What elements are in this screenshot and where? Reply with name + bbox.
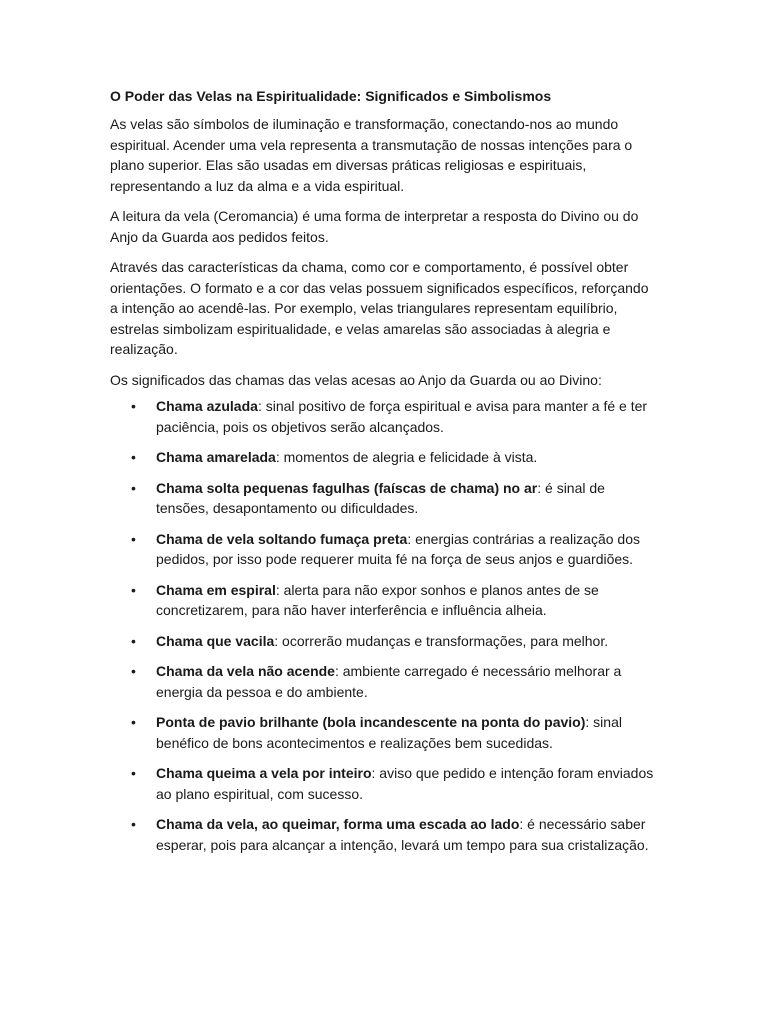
paragraph-intro: As velas são símbolos de iluminação e transformação, conectando-nos ao mundo espiritual. Acender uma vela representa a transmutação de nossas intenções para o plano superior. Elas são usadas em diversas práticas religiosas e espirituais, representando a luz da alma e a vida espiritual. bbox=[110, 116, 633, 194]
list-item-text: : ocorrerão mudanças e transformações, para melhor. bbox=[274, 632, 609, 649]
bullet-icon: • bbox=[131, 581, 136, 598]
list-item-term: Chama solta pequenas fagulhas (faíscas de chama) no ar bbox=[156, 479, 538, 496]
list-item bbox=[110, 529, 660, 570]
list-item-text: : é necessário saber esperar, pois para alcançar a intenção, levará um tempo para sua cristalização. bbox=[156, 816, 649, 853]
list-item-term: Chama da vela não acende bbox=[156, 663, 335, 679]
list-item bbox=[110, 396, 660, 437]
list-item-term: Chama amarelada bbox=[156, 449, 276, 465]
bullet-icon: • bbox=[131, 663, 136, 679]
list-item-text: : sinal benéfico de bons acontecimentos e realizações bem sucedidas. bbox=[156, 714, 622, 751]
bullet-icon: • bbox=[131, 398, 136, 414]
bullet-icon: • bbox=[131, 714, 136, 730]
list-item bbox=[110, 631, 660, 652]
list-item-term: Chama de vela soltando fumaça preta bbox=[156, 530, 408, 547]
list-item-term: Chama azulada bbox=[156, 398, 258, 414]
list-item-term: Chama que vacila bbox=[156, 632, 275, 649]
list-item bbox=[110, 712, 660, 753]
list-item-term: Chama da vela, ao queimar, forma uma escada ao lado bbox=[156, 816, 520, 832]
bullet-icon: • bbox=[131, 530, 136, 547]
list-item-term: Ponta de pavio brilhante (bola incandescente na ponta do pavio) bbox=[156, 714, 586, 730]
flame-meanings-list bbox=[110, 396, 660, 855]
bullet-icon: • bbox=[131, 479, 136, 496]
list-item-text: : aviso que pedido e intenção foram enviados ao plano espiritual, com sucesso. bbox=[156, 765, 654, 802]
list-item-term: Chama queima a vela por inteiro bbox=[156, 765, 372, 781]
list-item-text: : momentos de alegria e felicidade à vista. bbox=[275, 449, 538, 465]
list-item-text: : alerta para não expor sonhos e planos antes de se concretizarem, para não haver interferência e influência alheia. bbox=[156, 581, 599, 618]
list-item-text: : ambiente carregado é necessário melhorar a energia da pessoa e do ambiente. bbox=[156, 663, 622, 700]
list-intro: Os significados das chamas das velas acesas ao Anjo da Guarda ou ao Divino: bbox=[110, 371, 602, 388]
bullet-icon: • bbox=[131, 632, 136, 649]
bullet-icon: • bbox=[131, 765, 136, 781]
list-item bbox=[110, 580, 660, 621]
paragraph-characteristics: Através das características da chama, como cor e comportamento, é possível obter orientações. O formato e a cor das velas possuem significados específicos, reforçando a intenção ao acendê-las. Por exemplo, velas triangulares representam equilíbrio, estrelas simbolizam espiritualidade, e velas amarelas são associadas à alegria e realização. bbox=[110, 259, 649, 357]
list-item-text: : energias contrárias a realização dos pedidos, por isso pode requerer muita fé na força de seus anjos e guardiões. bbox=[156, 530, 640, 567]
document-title: O Poder das Velas na Espiritualidade: Significados e Simbolismos bbox=[110, 88, 552, 104]
bullet-icon: • bbox=[131, 449, 136, 465]
bullet-icon: • bbox=[131, 816, 136, 832]
list-item bbox=[110, 814, 660, 855]
document-page bbox=[110, 82, 660, 865]
list-item-text: : é sinal de tensões, desapontamento ou dificuldades. bbox=[156, 479, 605, 516]
list-item bbox=[110, 447, 660, 468]
paragraph-ceromancia: A leitura da vela (Ceromancia) é uma forma de interpretar a resposta do Divino ou do Anjo da Guarda aos pedidos feitos. bbox=[110, 208, 639, 245]
list-item bbox=[110, 478, 660, 519]
list-item-text: : sinal positivo de força espiritual e avisa para manter a fé e ter paciência, pois os objetivos serão alcançados. bbox=[156, 398, 648, 435]
list-item bbox=[110, 661, 660, 702]
list-item bbox=[110, 763, 660, 804]
list-item-term: Chama em espiral bbox=[156, 581, 276, 598]
